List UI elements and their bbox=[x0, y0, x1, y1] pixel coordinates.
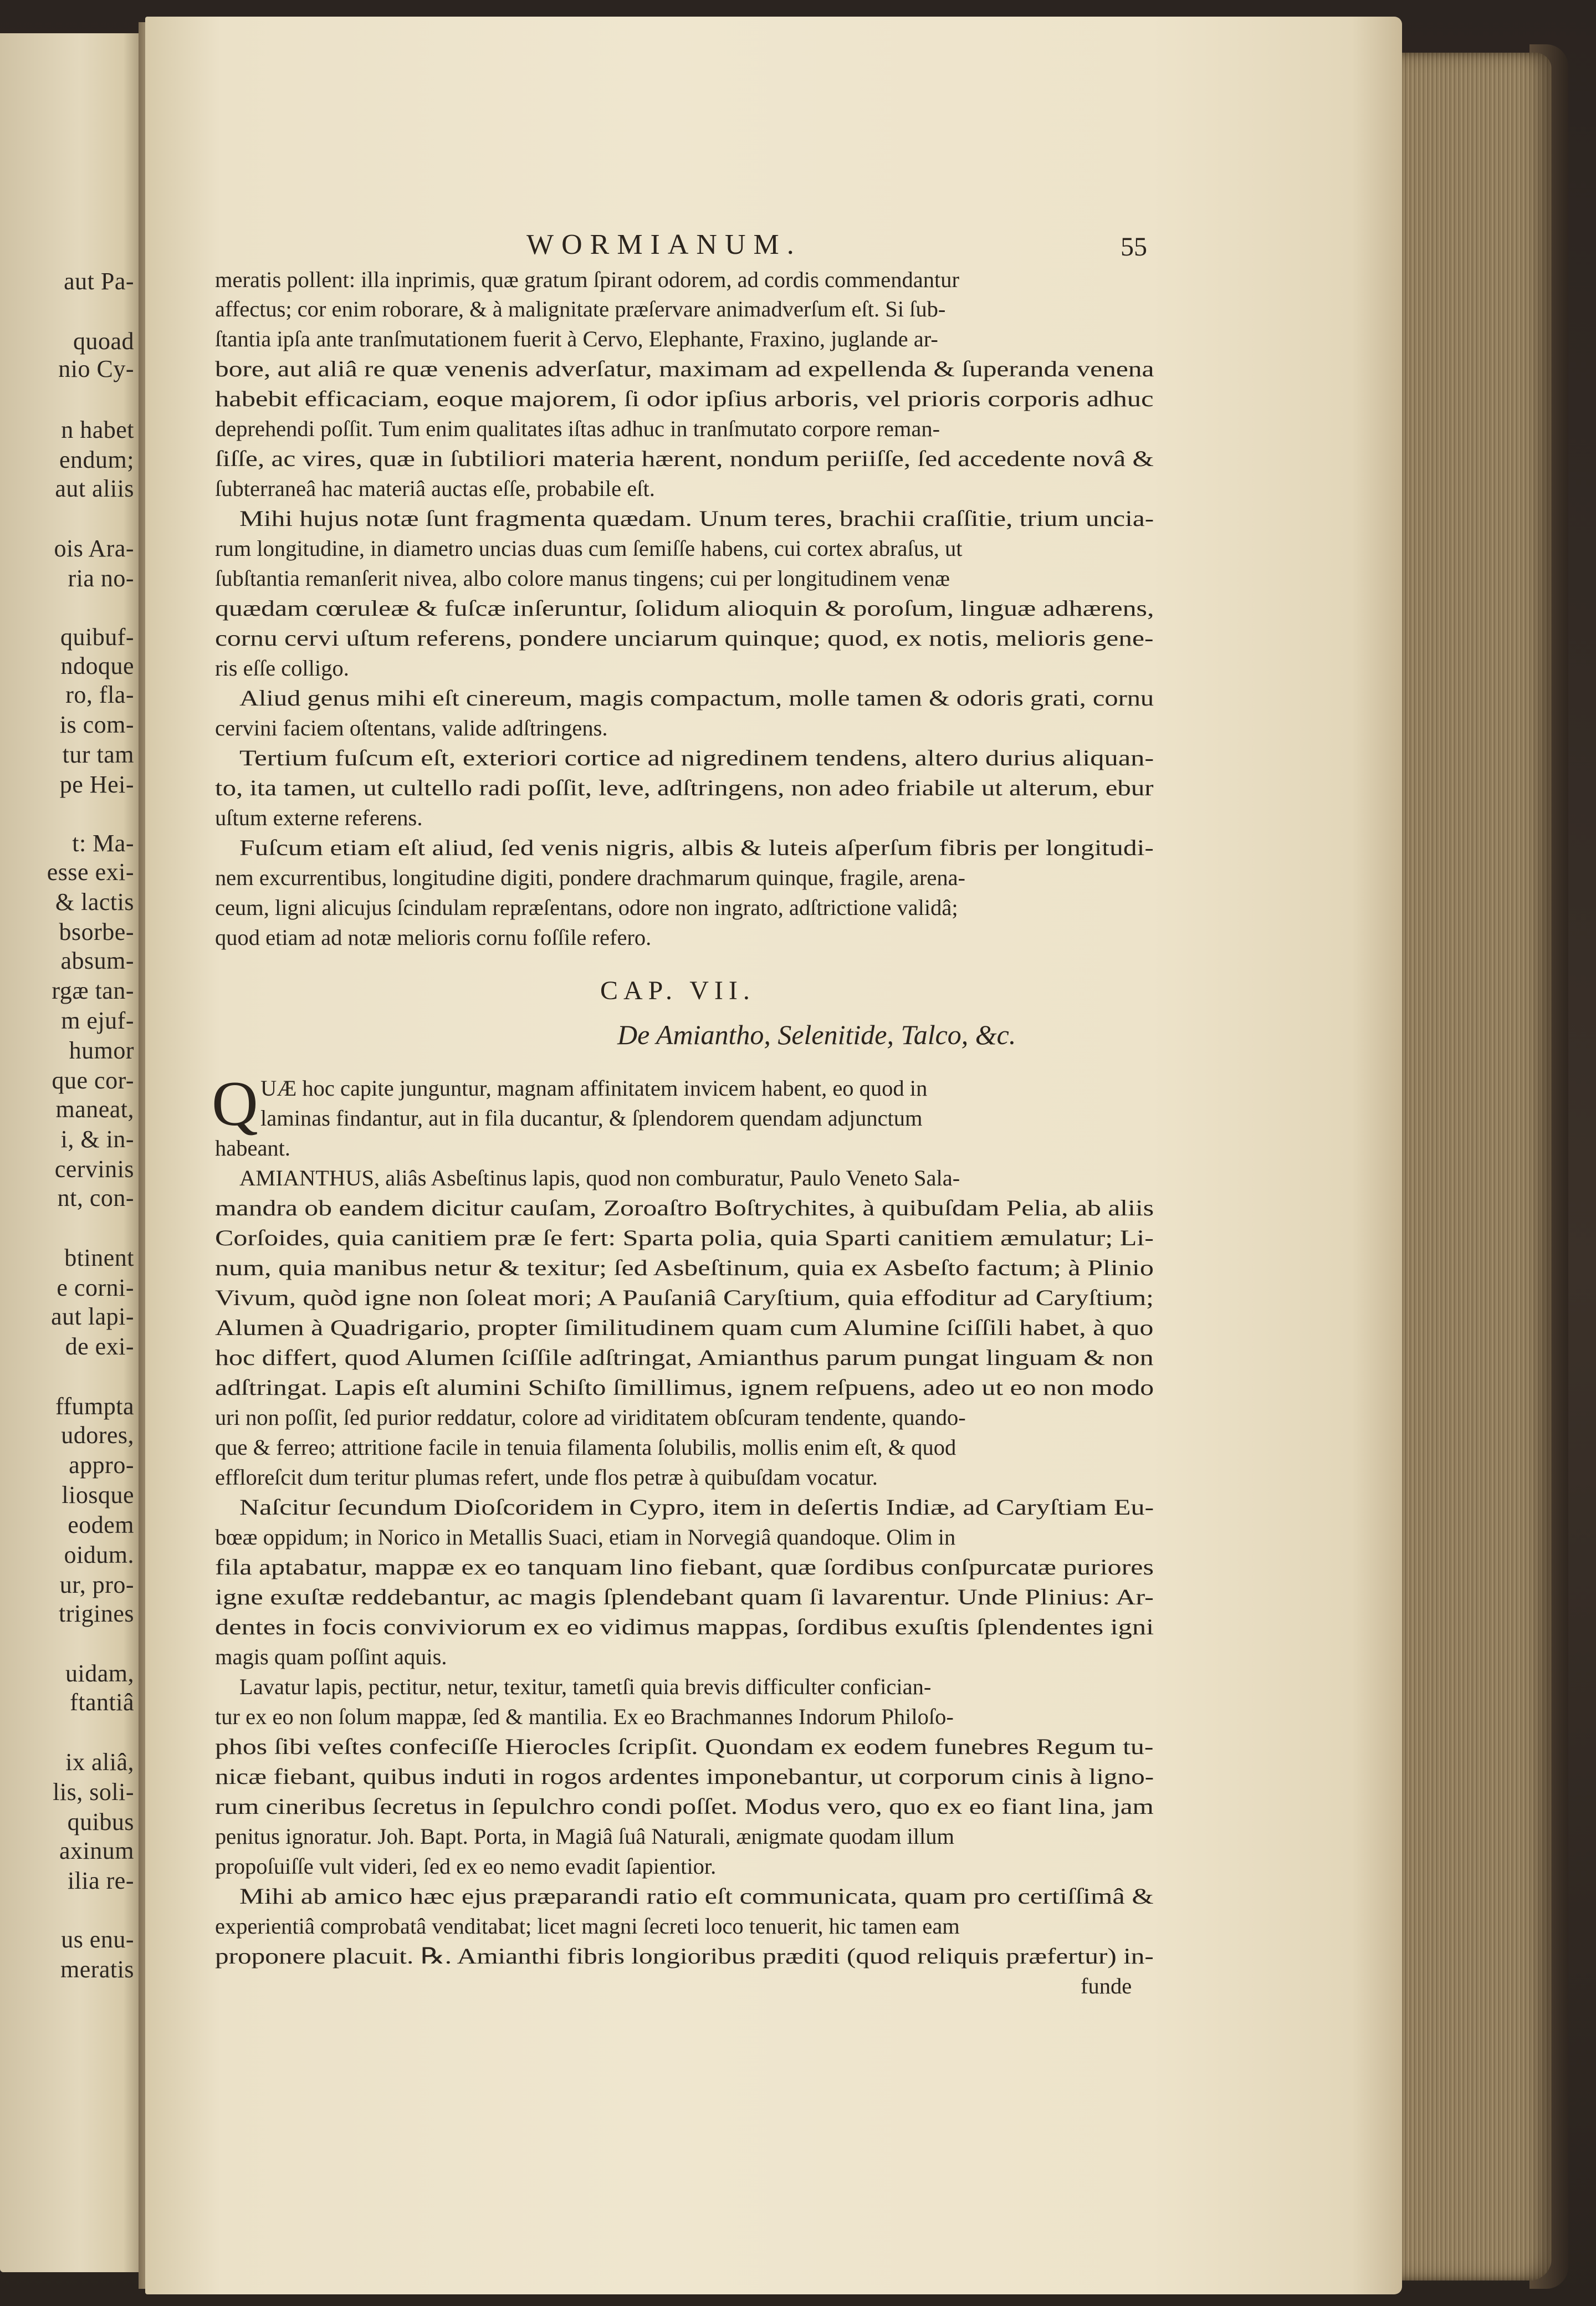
left-page-line: quibus bbox=[67, 1808, 134, 1835]
left-page-line: eodem bbox=[68, 1511, 134, 1538]
left-page-line: aut aliis bbox=[55, 475, 134, 502]
body-text-line: Tertium fuſcum eſt, exteriori cortice ad nigredinem tendens, altero durius aliquan- bbox=[239, 745, 1154, 770]
body-text-line: habebit efficaciam, eoque majorem, ſi odor ipſius arboris, vel prioris corporis adhuc bbox=[215, 386, 1154, 411]
left-page-line: ois Ara- bbox=[54, 535, 134, 562]
left-page-line: & lactis bbox=[55, 888, 134, 916]
left-page-line: ur, pro- bbox=[59, 1571, 134, 1598]
body-text-line: Fuſcum etiam eſt aliud, ſed venis nigris, albis & luteis aſperſum fibris per longitudi- bbox=[239, 835, 1154, 860]
body-text-line: Corſoides, quia canitiem præ ſe fert: Sparta polia, quia Sparti canitiem æmulatur; Li- bbox=[215, 1225, 1154, 1250]
body-text-line: fila aptabatur, mappæ ex eo tanquam lino fiebant, quæ ſordibus conſpurcatæ puriores bbox=[215, 1555, 1154, 1579]
body-text-line: habeant. bbox=[215, 1136, 291, 1160]
body-text-line: hoc differt, quod Alumen ſciſſile adſtringat, Amianthus parum pungat linguam & non bbox=[215, 1345, 1154, 1370]
body-text-line: Mihi hujus notæ ſunt fragmenta quædam. Unum teres, brachii craſſitie, trium uncia- bbox=[239, 506, 1154, 531]
body-text-line: meratis pollent: illa inprimis, quæ gratum ſpirant odorem, ad cordis commendantur bbox=[215, 267, 959, 292]
left-page-line: udores, bbox=[61, 1422, 134, 1449]
left-page-line: que cor- bbox=[52, 1067, 134, 1094]
left-page-line: esse exi- bbox=[47, 858, 134, 886]
left-page-line: pe Hei- bbox=[59, 771, 134, 798]
left-page-line: humor bbox=[69, 1037, 134, 1064]
left-page-line: is com- bbox=[59, 711, 134, 738]
body-text-line: uri non poſſit, ſed purior reddatur, colore ad viriditatem obſcuram tendente, quando- bbox=[215, 1405, 966, 1430]
left-page-line: ftantiâ bbox=[70, 1689, 134, 1716]
body-text-line: propoſuiſſe vult videri, ſed ex eo nemo evadit ſapientior. bbox=[215, 1854, 717, 1879]
left-page-line: cervinis bbox=[54, 1155, 134, 1183]
body-text-line: ceum, ligni alicujus ſcindulam repræſentans, odore non ingrato, adſtrictione validâ; bbox=[215, 895, 958, 920]
body-text-line: cornu cervi uſtum referens, pondere unciarum quinque; quod, ex notis, melioris gene- bbox=[215, 626, 1154, 651]
body-text-line: ris eſſe colligo. bbox=[215, 656, 349, 681]
body-text-line: ſubterraneâ hac materiâ auctas eſſe, probabile eſt. bbox=[215, 476, 655, 501]
body-text-line: UÆ hoc capite junguntur, magnam affinitatem invicem habent, eo quod in bbox=[260, 1076, 928, 1101]
left-page-line: uidam, bbox=[65, 1660, 134, 1687]
left-page-line: t: Ma- bbox=[72, 830, 134, 857]
left-page-line: ndoque bbox=[60, 652, 134, 679]
left-page-line: ilia re- bbox=[67, 1867, 134, 1894]
body-text-line: Lavatur lapis, pectitur, netur, texitur, tametſi quia brevis difficulter confician- bbox=[239, 1674, 932, 1699]
body-text-line: ſtantia ipſa ante tranſmutationem fuerit à Cervo, Elephante, Fraxino, juglande ar- bbox=[215, 326, 938, 351]
left-page-line: de exi- bbox=[65, 1333, 134, 1360]
body-text-line: Alumen à Quadrigario, propter ſimilitudinem quam cum Alumine ſciſſili habet, à quo bbox=[215, 1315, 1154, 1340]
body-text-line: rum longitudine, in diametro uncias duas cum ſemiſſe habens, cui cortex abraſus, ut bbox=[215, 536, 963, 561]
left-page-line: absum- bbox=[60, 947, 134, 974]
left-page-line: maneat, bbox=[55, 1096, 134, 1123]
body-text-line: bore, aut aliâ re quæ venenis adverſatur, maximam ad expellenda & ſuperanda venena bbox=[215, 356, 1154, 381]
left-page-line: appro- bbox=[69, 1451, 134, 1479]
left-page-line: bsorbe- bbox=[59, 918, 134, 945]
body-text-line: affectus; cor enim roborare, & à malignitate præſervare animadverſum eſt. Si ſub- bbox=[215, 296, 946, 321]
left-page-line: quibuf- bbox=[60, 623, 134, 651]
body-text-line: Aliud genus mihi eſt cinereum, magis compactum, molle tamen & odoris grati, cornu bbox=[239, 686, 1154, 710]
body-text-line: penitus ignoratur. Joh. Bapt. Porta, in Magiâ ſuâ Naturali, ænigmate quodam illum bbox=[215, 1824, 955, 1849]
body-text-line: magis quam poſſint aquis. bbox=[215, 1644, 447, 1669]
body-text-line: rum cineribus ſecretus in ſepulchro condi poſſet. Modus vero, quo ex eo fiant lina, jam bbox=[215, 1794, 1154, 1819]
body-text-line: Mihi ab amico hæc ejus præparandi ratio eſt communicata, quam pro certiſſimâ & bbox=[239, 1884, 1154, 1909]
left-page-line: rgæ tan- bbox=[52, 977, 134, 1004]
running-head: WORMIANUM. bbox=[526, 229, 802, 260]
body-text-line: nicæ fiebant, quibus induti in rogos ardentes imponebantur, ut corporum cinis à ligno- bbox=[215, 1764, 1154, 1789]
drop-cap: Q bbox=[212, 1068, 258, 1139]
body-text-line: effloreſcit dum teritur plumas refert, unde flos petræ à quibuſdam vocatur. bbox=[215, 1465, 878, 1490]
body-text-line: Vivum, quòd igne non ſoleat mori; A Pauſaniâ Caryſtium, quia effoditur ad Caryſtium; bbox=[215, 1285, 1154, 1310]
body-text-line: ſubſtantia remanſerit nivea, albo colore manus tingens; cui per longitudinem venæ bbox=[215, 566, 950, 591]
body-text-line: nem excurrentibus, longitudine digiti, pondere drachmarum quinque, fragile, arena- bbox=[215, 865, 966, 890]
left-page-line: endum; bbox=[59, 446, 134, 473]
left-page-line: aut lapi- bbox=[51, 1303, 134, 1330]
body-text-line: dentes in focis conviviorum ex eo vidimus mappas, ſordibus exuſtis ſplendentes igni bbox=[215, 1614, 1154, 1639]
left-page-line: nt, con- bbox=[57, 1184, 134, 1211]
left-page-line: liosque bbox=[62, 1481, 134, 1509]
body-text-line: adſtringat. Lapis eſt alumini Schiſto ſimillimus, ignem reſpuens, adeo ut eo non modo bbox=[215, 1375, 1154, 1400]
chapter-heading: CAP. VII. bbox=[600, 976, 755, 1005]
body-text-line: to, ita tamen, ut cultello radi poſſit, leve, adſtringens, non adeo friabile ut alterum, ebur bbox=[215, 775, 1154, 800]
body-text-line: laminas findantur, aut in fila ducantur, & ſplendorem quendam adjunctum bbox=[260, 1106, 923, 1131]
chapter-title: De Amiantho, Selenitide, Talco, &c. bbox=[617, 1019, 1016, 1050]
left-page-line: e corni- bbox=[57, 1274, 134, 1301]
left-page-line: ro, fla- bbox=[65, 681, 134, 708]
body-text-line: uſtum externe referens. bbox=[215, 805, 423, 830]
body-text-line: bœæ oppidum; in Norico in Metallis Suaci, etiam in Norvegiâ quandoque. Olim in bbox=[215, 1525, 956, 1550]
left-page-line: aut Pa- bbox=[64, 268, 134, 295]
body-text-line: mandra ob eandem dicitur cauſam, Zoroaſtro Boſtrychites, à quibuſdam Pelia, ab aliis bbox=[215, 1195, 1154, 1220]
left-page-line: ria no- bbox=[68, 565, 134, 592]
left-page-line: btinent bbox=[64, 1244, 134, 1271]
body-text-line: tur ex eo non ſolum mappæ, ſed & mantilia. Ex eo Brachmannes Indorum Philoſo- bbox=[215, 1704, 954, 1729]
left-page-line: us enu- bbox=[61, 1926, 134, 1953]
body-text-line: ſiſſe, ac vires, quæ in ſubtiliori materia hærent, nondum periiſſe, ſed accedente novâ & bbox=[215, 446, 1154, 471]
left-page-line: meratis bbox=[60, 1956, 134, 1983]
body-text-line: funde bbox=[1081, 1973, 1132, 1998]
left-page-line: ix aliâ, bbox=[65, 1748, 134, 1776]
left-page-line: tur tam bbox=[62, 741, 134, 768]
left-page-line: axinum bbox=[59, 1837, 134, 1864]
page-edges bbox=[1394, 53, 1552, 2281]
body-text-line: AMIANTHUS, aliâs Asbeſtinus lapis, quod non comburatur, Paulo Veneto Sala- bbox=[239, 1165, 960, 1190]
body-text-line: que & ferreo; attritione facile in tenuia filamenta ſolubilis, mollis enim eſt, & quod bbox=[215, 1435, 956, 1460]
left-page-line: i, & in- bbox=[60, 1126, 134, 1153]
body-text-line: igne exuſtæ reddebantur, ac magis ſplendebant quam ſi lavarentur. Unde Plinius: Ar- bbox=[215, 1584, 1154, 1609]
body-text-line: deprehendi poſſit. Tum enim qualitates iſtas adhuc in tranſmutato corpore reman- bbox=[215, 416, 940, 441]
body-text-line: cervini faciem oſtentans, valide adſtringens. bbox=[215, 715, 608, 740]
page-number: 55 bbox=[1121, 232, 1147, 262]
body-text-line: quædam cœruleæ & fuſcæ inſeruntur, ſolidum alioquin & poroſum, linguæ adhærens, bbox=[215, 596, 1154, 621]
body-text-line: quod etiam ad notæ melioris cornu foſſile refero. bbox=[215, 925, 652, 950]
left-page-line: quoad bbox=[73, 328, 134, 355]
left-page-line: n habet bbox=[61, 416, 134, 443]
left-page-line: m ejuf- bbox=[61, 1007, 134, 1034]
body-text-line: phos ſibi veſtes confeciſſe Hierocles ſcripſit. Quondam ex eodem funebres Regum tu- bbox=[215, 1734, 1154, 1759]
left-page-line: trigines bbox=[59, 1600, 134, 1627]
body-text-line: experientiâ comprobatâ venditabat; licet magni ſecreti loco tenuerit, hic tamen eam bbox=[215, 1914, 960, 1939]
left-page-line: oidum. bbox=[64, 1541, 134, 1568]
body-text-line: Naſcitur ſecundum Dioſcoridem in Cypro, item in deſertis Indiæ, ad Caryſtiam Eu- bbox=[239, 1495, 1154, 1520]
body-text-line: proponere placuit. ℞. Amianthi fibris longioribus præditi (quod reliquis præfertur) in- bbox=[215, 1944, 1154, 1968]
left-page-line: ffumpta bbox=[55, 1393, 134, 1420]
body-text-line: num, quia manibus netur & texitur; ſed Asbeſtinum, quia ex Asbeſto factum; à Plinio bbox=[215, 1255, 1154, 1280]
left-page-line: lis, soli- bbox=[53, 1778, 134, 1806]
left-page-line: nio Cy- bbox=[58, 355, 134, 382]
